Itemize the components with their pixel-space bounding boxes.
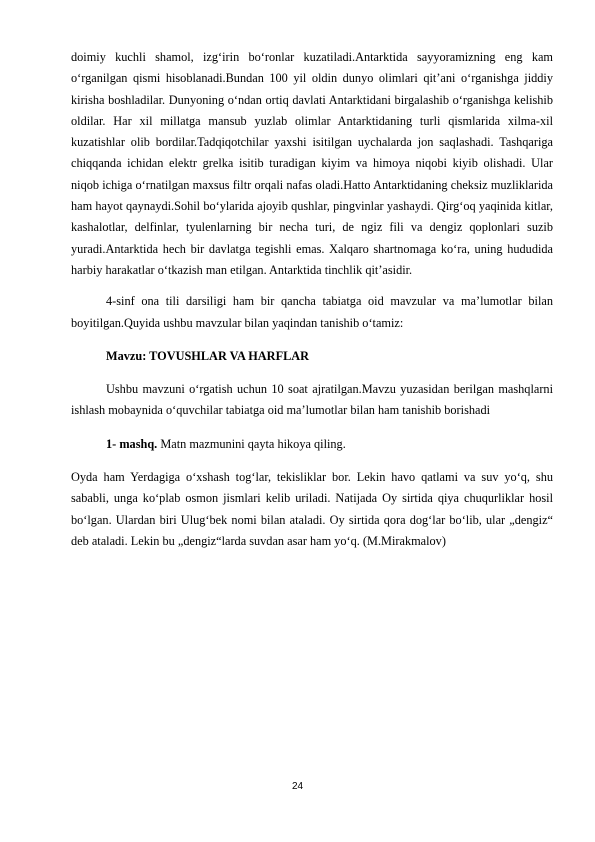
exercise-text: Matn mazmunini qayta hikoya qiling. — [157, 436, 346, 451]
paragraph-moon-text: Oyda ham Yerdagiga o‘xshash tog‘lar, tekisliklar bor. Lekin havo qatlami va suv yo‘q, shu sababli, unga ko‘plab osmon jismlari kelib uriladi. Natijada Oy sirtida qiya chuqurliklar hosil bo‘lgan. Ulardan biri Ulug‘bek nomi bilan ataladi. Oy sirtida qora dog‘lar bo‘lib, ular „dengiz“ deb ataladi. Lekin bu „dengiz“larda suvdan asar ham yo‘q. (M.Mirakmalov) — [71, 470, 553, 548]
paragraph-antarctica: doimiy kuchli shamol, izg‘irin bo‘ronlar kuzatiladi.Antarktida sayyoramizning eng kam o‘rganilgan qismi hisoblanadi.Bundan 100 yil oldin dunyo olimlari qit’ani o‘rganishga jiddiy kirisha boshladilar. Dunyoning o‘ndan ortiq davlati Antarktidani birgalashib o‘rganishga kelishib oldilar. Har xil millatga mansub yuzlab olimlar Antarktidaning turli qismlarida xilma-xil kuzatishlar olib bordilar.Tadqiqotchilar yaxshi isitilgan uychalarda jon saqlashadi. Tashqariga chiqqanda ichidan elektr grelka isitib turadigan kiyim va himoya niqobi kiyib olishadi. Ular niqob ichiga o‘rnatilgan maxsus filtr orqali nafas oladi.Hatto Antarktidaning cheksiz muzliklarida ham hayot qaynaydi.Sohil bo‘ylarida ajoyib qushlar, pingvinlar yashaydi. Qirg‘oq yaqinida kitlar, kashalotlar, delfinlar, tyulenlarning bir necha turi, de ngiz fili va dengiz qoplonlari suzib yuradi.Antarktida hech bir davlatga tegishli emas. Xalqaro shartnomaga ko‘ra, uning hududida harbiy harakatlar o‘tkazish man etilgan. Antarktida tinchlik qit’asidir. — [71, 50, 553, 277]
paragraph-textbook-intro: 4-sinf ona tili darsiligi ham bir qancha tabiatga oid mavzular va ma’lumotlar bilan boyitilgan.Quyida ushbu mavzular bilan yaqindan tanishib o‘tamiz: — [71, 294, 553, 330]
exercise-instruction — [71, 434, 553, 455]
topic-heading: Mavzu: TOVUSHLAR VA HARFLAR — [106, 348, 310, 363]
document-body — [71, 47, 553, 552]
page-number: 24 — [291, 781, 304, 792]
exercise-label: 1- mashq. — [106, 436, 158, 451]
paragraph-topic-description: Ushbu mavzuni o‘rgatish uchun 10 soat ajratilgan.Mavzu yuzasidan berilgan mashqlarni ishlash mobaynida o‘quvchilar tabiatga oid ma’lumotlar bilan ham tanishib borishadi — [71, 382, 553, 418]
